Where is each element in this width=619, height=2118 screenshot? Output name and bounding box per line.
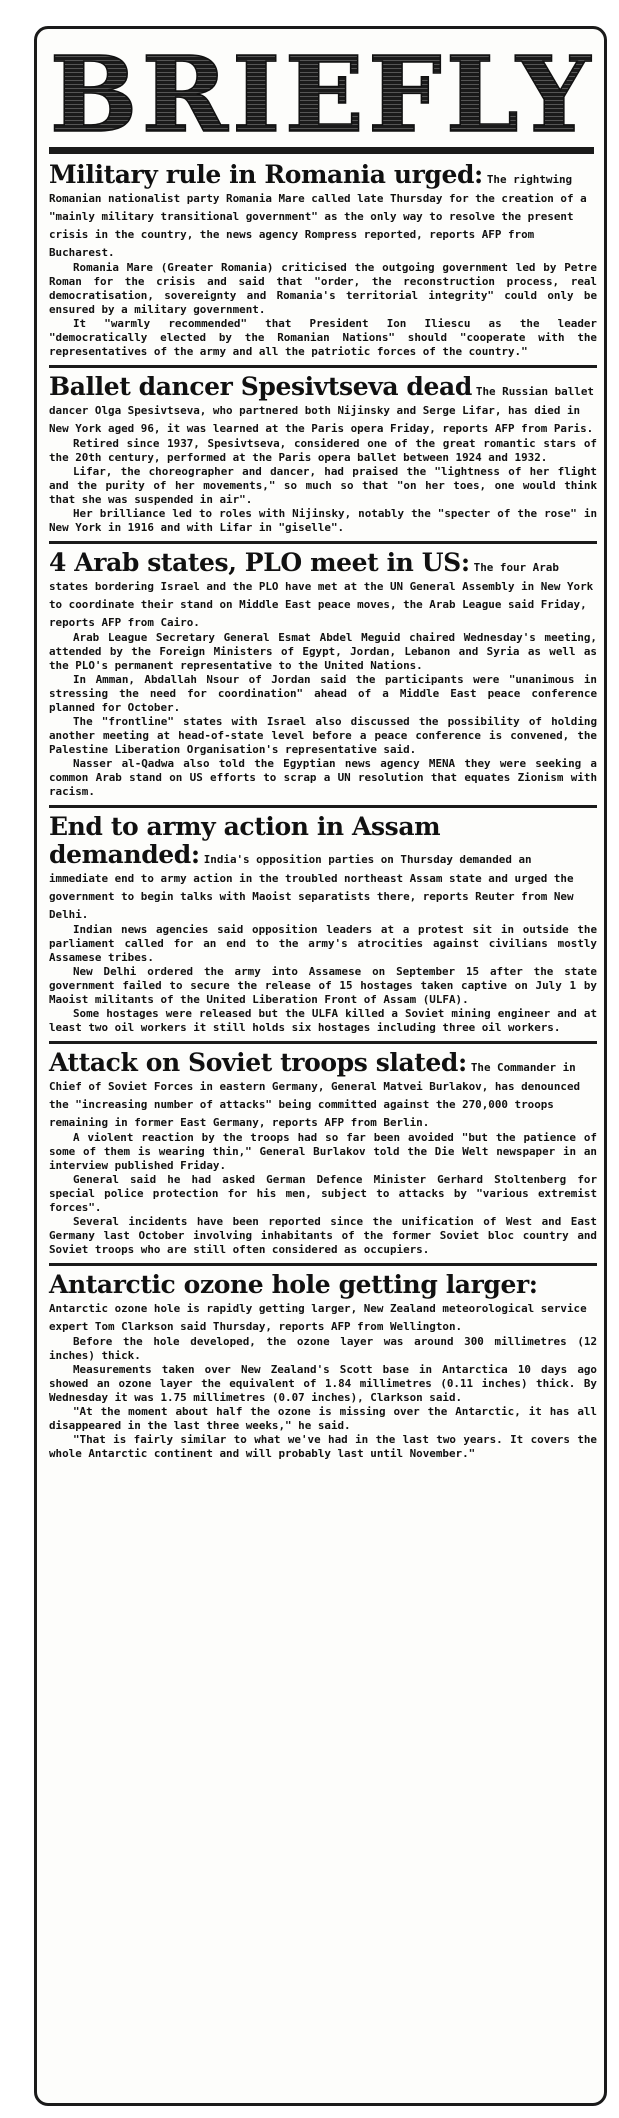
story-arab-states [49,549,597,799]
paragraph: In Amman, Abdallah Nsour of Jordan said the participants were "unanimous in stressing the need for coordination" ahead of a Middle East peace conference planned for October. [49,673,597,714]
headline: Attack on Soviet troops slated: [49,1048,467,1077]
masthead-rule [49,147,594,154]
headline-lead [49,813,597,923]
masthead-title-graphic [47,39,597,145]
headline-lead [49,1271,597,1335]
paragraph: Lifar, the choreographer and dancer, had praised the "lightness of her flight and the purity of her movements," so much so that "on her toes, one would think that she was suspended in air". [49,465,597,506]
paragraph: Her brilliance led to roles with Nijinsky, notably the "specter of the rose" in New York in 1916 and with Lifar in "giselle". [49,507,597,534]
headline-lead [49,161,597,261]
stories-column [49,161,597,1467]
paragraph: Indian news agencies said opposition leaders at a protest sit in outside the parliament called for an end to the army's atrocities against civilians mostly Assamese tribes. [49,923,597,964]
headline: Military rule in Romania urged: [49,160,483,189]
masthead [47,39,597,149]
paragraph: Nasser al-Qadwa also told the Egyptian news agency MENA they were seeking a common Arab stand on US efforts to scrap a UN resolution that equates Zionism with racism. [49,757,597,798]
story-assam [49,813,597,1035]
paragraph: Retired since 1937, Spesivtseva, considered one of the great romantic stars of the 20th century, performed at the Paris opera ballet between 1924 and 1932. [49,437,597,464]
paragraph: General said he had asked German Defence Minister Gerhard Stoltenberg for special police protection for his men, subject to attacks by "various extremist forces". [49,1173,597,1214]
story-ozone [49,1271,597,1461]
paragraph: New Delhi ordered the army into Assamese on September 15 after the state government failed to secure the release of 15 hostages taken captive on July 1 by Maoist militants of the United Liberation Front of Assam (ULFA). [49,965,597,1006]
paragraph: A violent reaction by the troops had so far been avoided "but the patience of some of them is wearing thin," General Burlakov told the Die Welt newspaper in an interview published Friday. [49,1131,597,1172]
paragraph: Some hostages were released but the ULFA killed a Soviet mining engineer and at least two oil workers it still holds six hostages including three oil workers. [49,1007,597,1034]
masthead-title: BRIEFLY [49,39,595,145]
paragraph: Arab League Secretary General Esmat Abdel Meguid chaired Wednesday's meeting, attended by the Foreign Ministers of Egypt, Jordan, Lebanon and Syria as well as the PLO's permanent representative to the United Nations. [49,631,597,672]
story-ballet [49,373,597,535]
headline-lead [49,1049,597,1131]
divider [49,541,597,544]
headline: 4 Arab states, PLO meet in US: [49,548,470,577]
paragraph: Antarctic ozone hole is rapidly getting larger, New Zealand meteorological service expert Tom Clarkson said Thursday, reports AFP from Wellington. [49,1302,587,1333]
divider [49,805,597,808]
paragraph: "At the moment about half the ozone is missing over the Antarctic, it has all disappeared in the last three weeks," he said. [49,1405,597,1432]
paragraph: Measurements taken over New Zealand's Scott base in Antarctica 10 days ago showed an ozone layer the equivalent of 1.84 millimetres (0.11 inches) thick. By Wednesday it was 1.75 millimetres (0.07 inches), Clarkson said. [49,1363,597,1404]
divider [49,1263,597,1266]
paragraph: The four Arab states bordering Israel and the PLO have met at the UN General Assembly in New York to coordinate their stand on Middle East peace moves, the Arab League said Friday, reports AFP from Cairo. [49,561,594,629]
paragraph: It "warmly recommended" that President Ion Iliescu as the leader "democratically elected by the Romanian Nations" should "cooperate with the representatives of the army and all the patriotic forces of the country." [49,317,597,358]
paragraph: The rightwing Romanian nationalist party Romania Mare called late Thursday for the creation of a "mainly military transitional government" as the only way to resolve the present crisis in the country, the news agency Rompress reported, reports AFP from Bucharest. [49,173,587,259]
paragraph: The Russian ballet dancer Olga Spesivtseva, who partnered both Nijinsky and Serge Lifar, has died in New York aged 96, it was learned at the Paris opera Friday, reports AFP from Paris. [49,385,594,435]
paragraph: Romania Mare (Greater Romania) criticised the outgoing government led by Petre Roman for the crisis and said that "order, the reconstruction process, real democratisation, sovereignty and Romania's territorial integrity" could only be ensured by a military government. [49,261,597,316]
divider [49,365,597,368]
headline: End to army action in Assam demanded: [49,812,441,869]
paragraph: Several incidents have been reported since the unification of West and East Germany last October involving inhabitants of the former Soviet bloc country and Soviet troops who are still often considered as occupiers. [49,1215,597,1256]
headline-lead [49,373,597,437]
story-soviet-troops [49,1049,597,1257]
headline-lead [49,549,597,631]
paragraph: Before the hole developed, the ozone layer was around 300 millimetres (12 inches) thick. [49,1335,597,1362]
paragraph: The "frontline" states with Israel also discussed the possibility of holding another meeting at head-of-state level before a peace conference is convened, the Palestine Liberation Organisation's representative said. [49,715,597,756]
news-briefs-box [34,26,607,2106]
headline: Antarctic ozone hole getting larger: [49,1270,538,1299]
paragraph: The Commander in Chief of Soviet Forces in eastern Germany, General Matvei Burlakov, has denounced the "increasing number of attacks" being committed against the 270,000 troops remaining in former East Germany, reports AFP from Berlin. [49,1061,581,1129]
divider [49,1041,597,1044]
paragraph: India's opposition parties on Thursday demanded an immediate end to army action in the troubled northeast Assam state and urged the government to begin talks with Maoist separatists there, reports Reuter from New Delhi. [49,853,574,921]
paragraph: "That is fairly similar to what we've had in the last two years. It covers the whole Antarctic continent and will probably last until November." [49,1433,597,1460]
headline: Ballet dancer Spesivtseva dead [49,372,472,401]
story-romania [49,161,597,359]
